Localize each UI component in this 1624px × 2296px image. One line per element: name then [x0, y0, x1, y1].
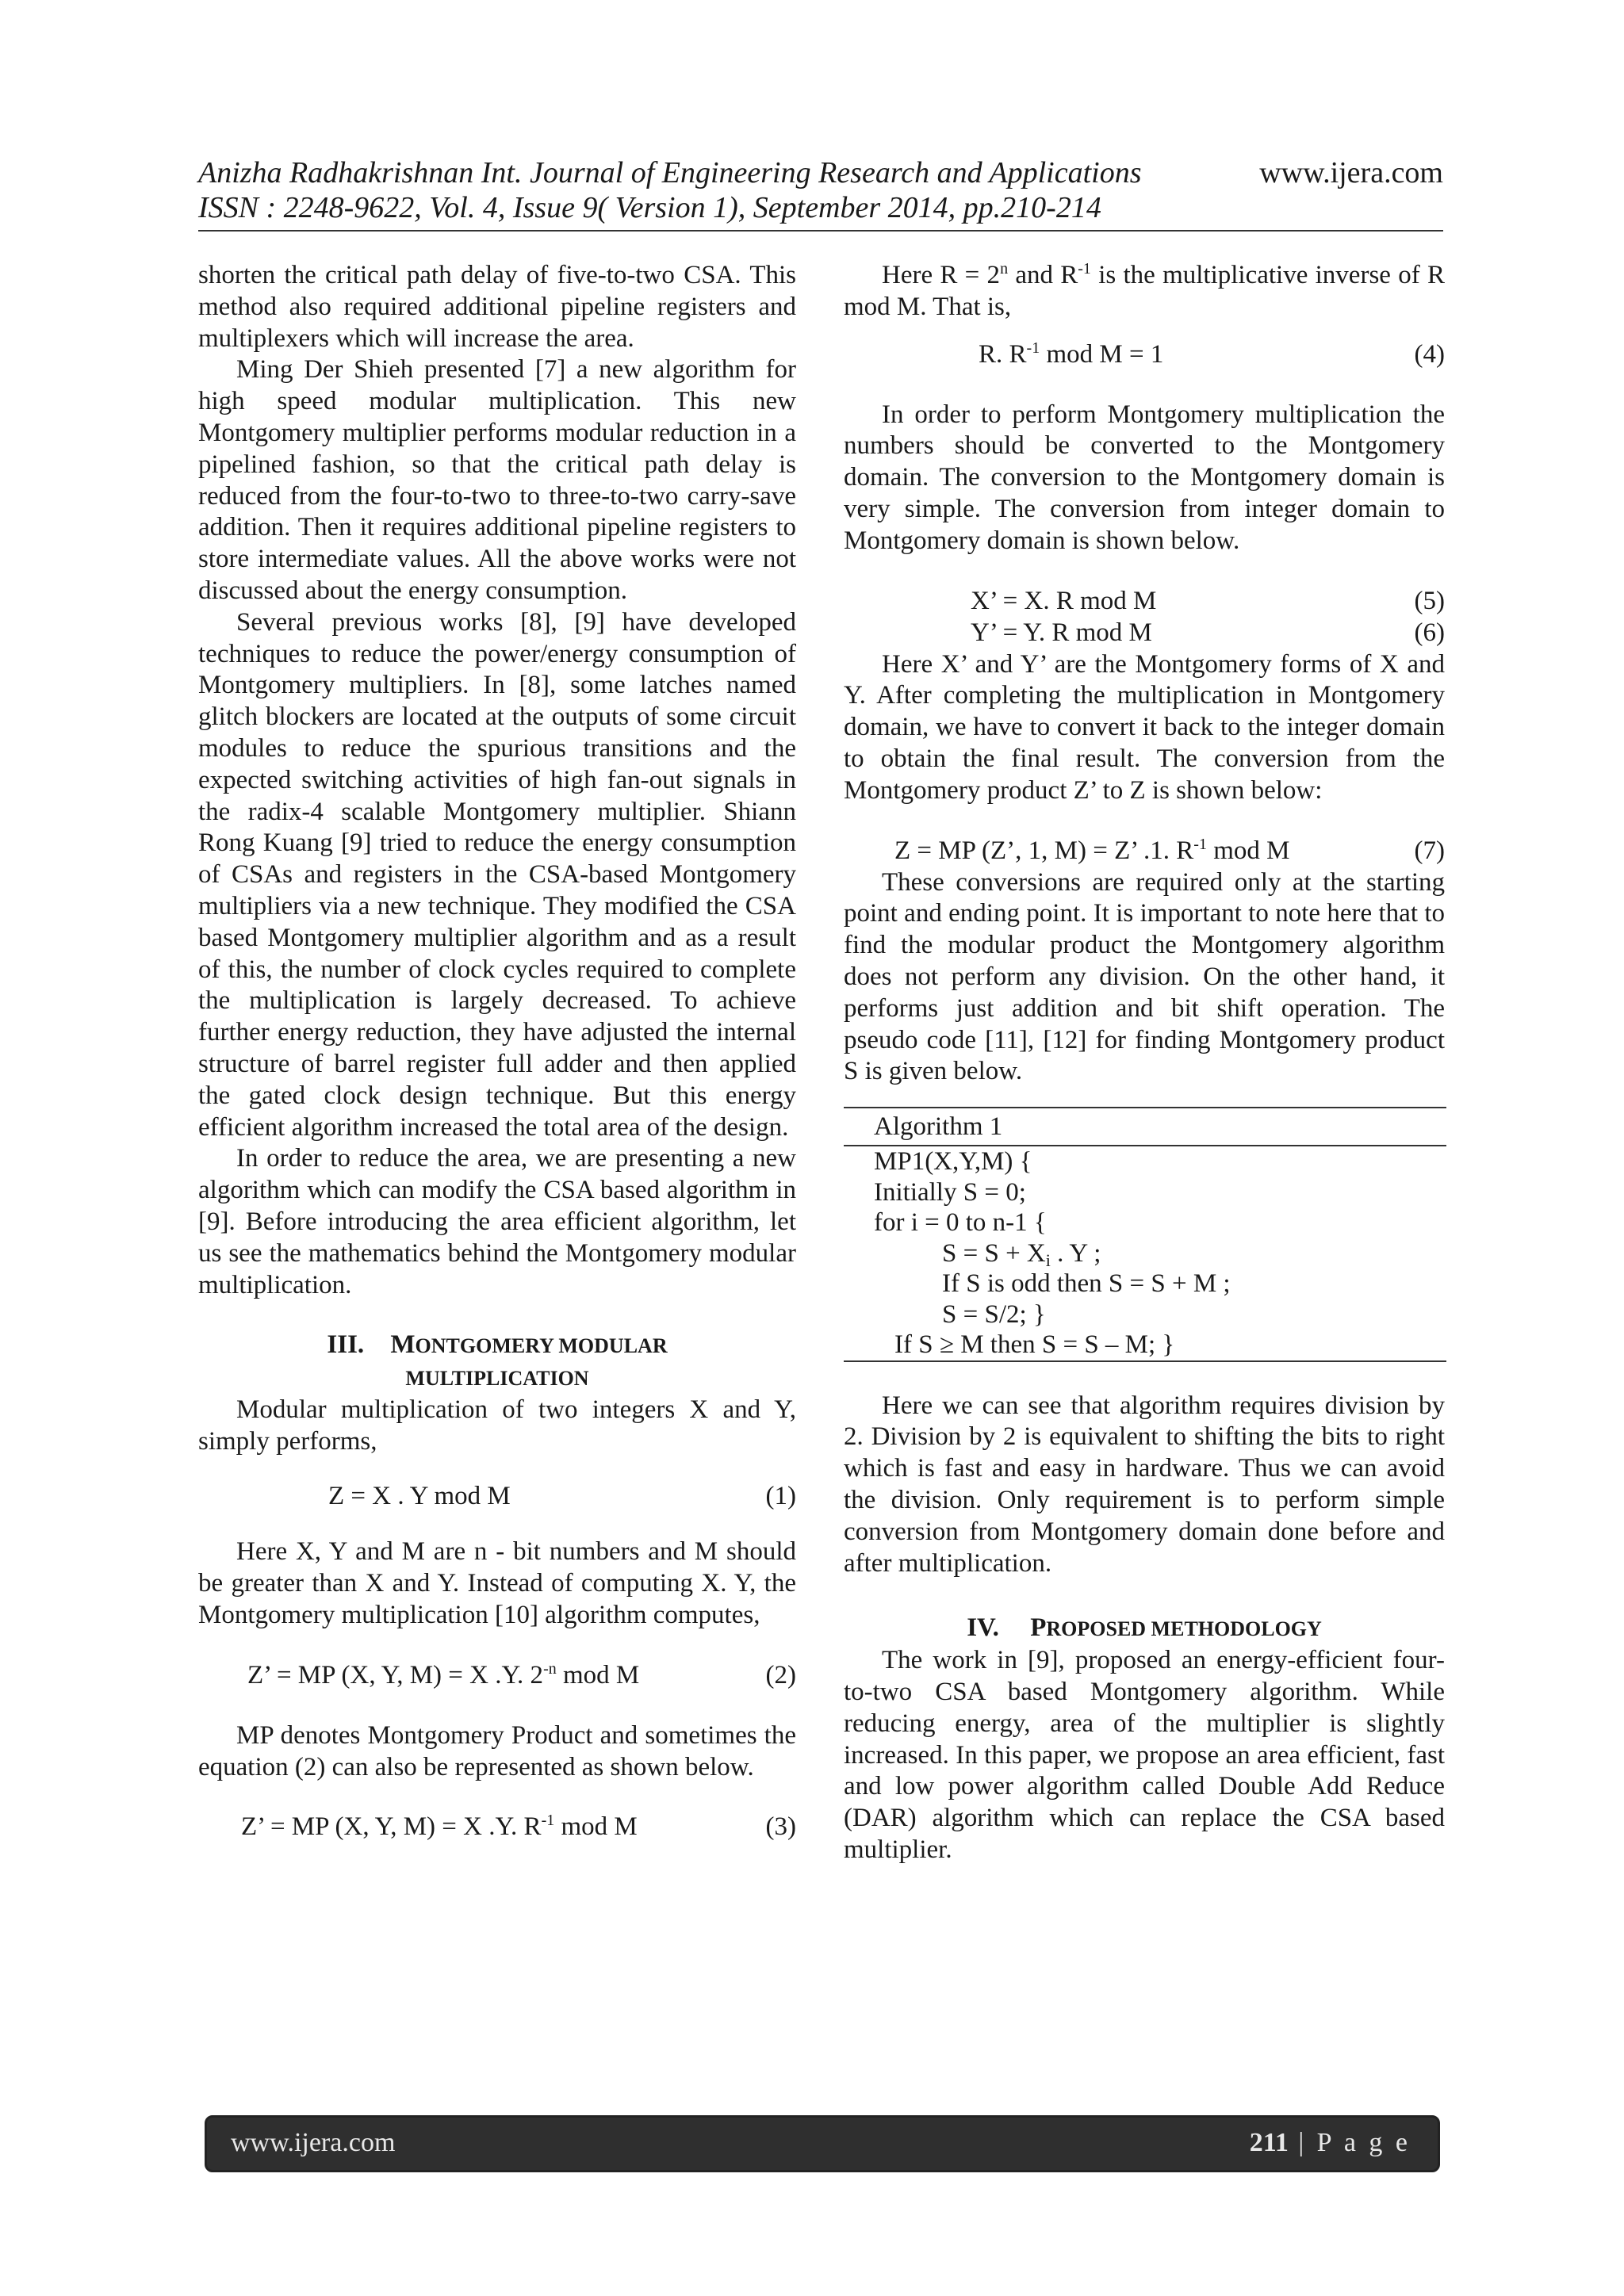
header-website-link[interactable]: www.ijera.com [1259, 156, 1443, 189]
header-journal-line: Anizha Radhakrishnan Int. Journal of Engineering Research and Applications [198, 156, 1142, 189]
section-heading-iv: IV. PROPOSED METHODOLOGY [967, 1613, 1322, 1643]
section-heading-iii-line2: MULTIPLICATION [405, 1367, 589, 1391]
header-issn-line: ISSN : 2248-9622, Vol. 4, Issue 9( Version 1), September 2014, pp.210-214 [198, 191, 1101, 224]
right-column [844, 260, 1445, 1866]
section-heading-iii: III. MONTGOMERY MODULAR [327, 1330, 668, 1360]
paragraph: Modular multiplication of two integers X and Y, simply performs, [198, 1395, 796, 1456]
paragraph: In order to reduce the area, we are presenting a new algorithm which can modify the CSA based algorithm in [9]. Before introducing the area efficient algorithm, let us see the mathematics behind the Montgomery modular multiplication. [198, 1144, 796, 1299]
algorithm-line: If S is odd then S = S + M ; [942, 1269, 1231, 1299]
equation-2: Z’ = MP (X, Y, M) = X .Y. $2^{-n}$ mod M (2) [247, 1659, 796, 1689]
equation-7: Z = MP (Z’, 1, M) = Z’ .1. $R^{-1}$ mod M (7) [894, 835, 1445, 865]
algorithm-line: S = S/2; } [942, 1299, 1046, 1329]
algorithm-line: for i = 0 to n-1 { [874, 1208, 1047, 1238]
paragraph: These conversions are required only at the starting point and ending point. It is important to note here that to find the modular product the Montgomery algorithm does not perform any division. On the other hand, it performs just addition and bit shift operation. The pseudo code [11], [12] for finding Montgomery product S is given below. [844, 867, 1445, 1086]
page-footer [205, 2115, 1440, 2172]
paragraph: The work in [9], proposed an energy-efficient four-to-two CSA based Montgomery algorithm. While reducing energy, area of the multiplier is slightly increased. In this paper, we propose an area efficient, fast and low power algorithm called Double Add Reduce (DAR) algorithm which can replace the CSA based multiplier. [844, 1646, 1445, 1864]
paragraph: Here X’ and Y’ are the Montgomery forms of X and Y. After completing the multiplication in Montgomery domain, we have to convert it back to the integer domain to obtain the final result. The conversion from the Montgomery product Z’ to Z is shown below: [844, 649, 1445, 805]
equation-6: Y’ = Y. R mod M (6) [971, 618, 1445, 647]
paragraph: MP denotes Montgomery Product and sometimes the equation (2) can also be represented as shown below. [198, 1720, 796, 1781]
algorithm-line: If S ≥ M then S = S – M; } [894, 1330, 1175, 1360]
algorithm-line: $S = S + X_i$ . Y ; [942, 1238, 1101, 1270]
algorithm-title: Algorithm 1 [844, 1108, 1446, 1146]
paragraph: Here $R = 2^n$ and $R^{-1}$ is the multiplicative inverse of R mod M. That is, [844, 260, 1445, 321]
paragraph: In order to perform Montgomery multiplication the numbers should be converted to the Montgomery domain. The conversion to the Montgomery domain is very simple. The conversion from integer domain to Montgomery domain is shown below. [844, 400, 1445, 555]
algorithm-box [844, 1107, 1446, 1362]
paragraph: Several previous works [8], [9] have developed techniques to reduce the power/energy consumption of Montgomery multipliers. In [8], some latches named glitch blockers are located at the outputs of some circuit modules to reduce the spurious transitions and the expected switching activities of high fan-out signals in the radix-4 scalable Montgomery multiplier. Shiann Rong Kuang [9] tried to reduce the energy consumption of CSAs and registers in the CSA-based Montgomery multipliers via a new technique. They modified the CSA based Montgomery multiplier algorithm and as a result of this, the number of clock cycles required to complete the multiplication is largely decreased. To achieve further energy reduction, they have adjusted the internal structure of barrel register full adder and then applied the gated clock design technique. But this energy efficient algorithm increased the total area of the design. [198, 607, 796, 1142]
footer-website-link[interactable]: www.ijera.com [231, 2128, 396, 2157]
paragraph: Ming Der Shieh presented [7] a new algorithm for high speed modular multiplication. This new Montgomery multiplier performs modular reduction in a pipelined fashion, so that the critical path delay is reduced from the four-to-two to three-to-two carry-save addition. Then it requires additional pipeline registers to store intermediate values. All the above works were not discussed about the energy consumption. [198, 355, 796, 605]
paragraph: Here X, Y and M are n - bit numbers and M should be greater than X and Y. Instead of computing X. Y, the Montgomery multiplication [10] algorithm computes, [198, 1537, 796, 1630]
paragraph: shorten the critical path delay of five-to-two CSA. This method also required additional pipeline registers and multiplexers which will increase the area. [198, 261, 796, 353]
algorithm-line: Initially S = 0; [874, 1177, 1026, 1207]
equation-5: X’ = X. R mod M (5) [971, 586, 1445, 615]
algorithm-line: MP1(X,Y,M) { [874, 1147, 1032, 1177]
equation-4: R. $R^{-1}$ mod M = 1 (4) [979, 339, 1445, 369]
equation-3: Z’ = MP (X, Y, M) = X .Y. $R^{-1}$ mod M (3) [241, 1812, 796, 1842]
equation-1: Z = X . Y mod M (1) [328, 1482, 796, 1511]
left-column [198, 260, 796, 1843]
page-number: 211 | P a g e [1249, 2128, 1411, 2157]
paragraph: Here we can see that algorithm requires division by 2. Division by 2 is equivalent to shifting the bits to right which is fast and easy in hardware. Thus we can avoid the division. Only requirement is to perform simple conversion from Montgomery domain done before and after multiplication. [844, 1391, 1445, 1578]
page-header [198, 155, 1443, 232]
